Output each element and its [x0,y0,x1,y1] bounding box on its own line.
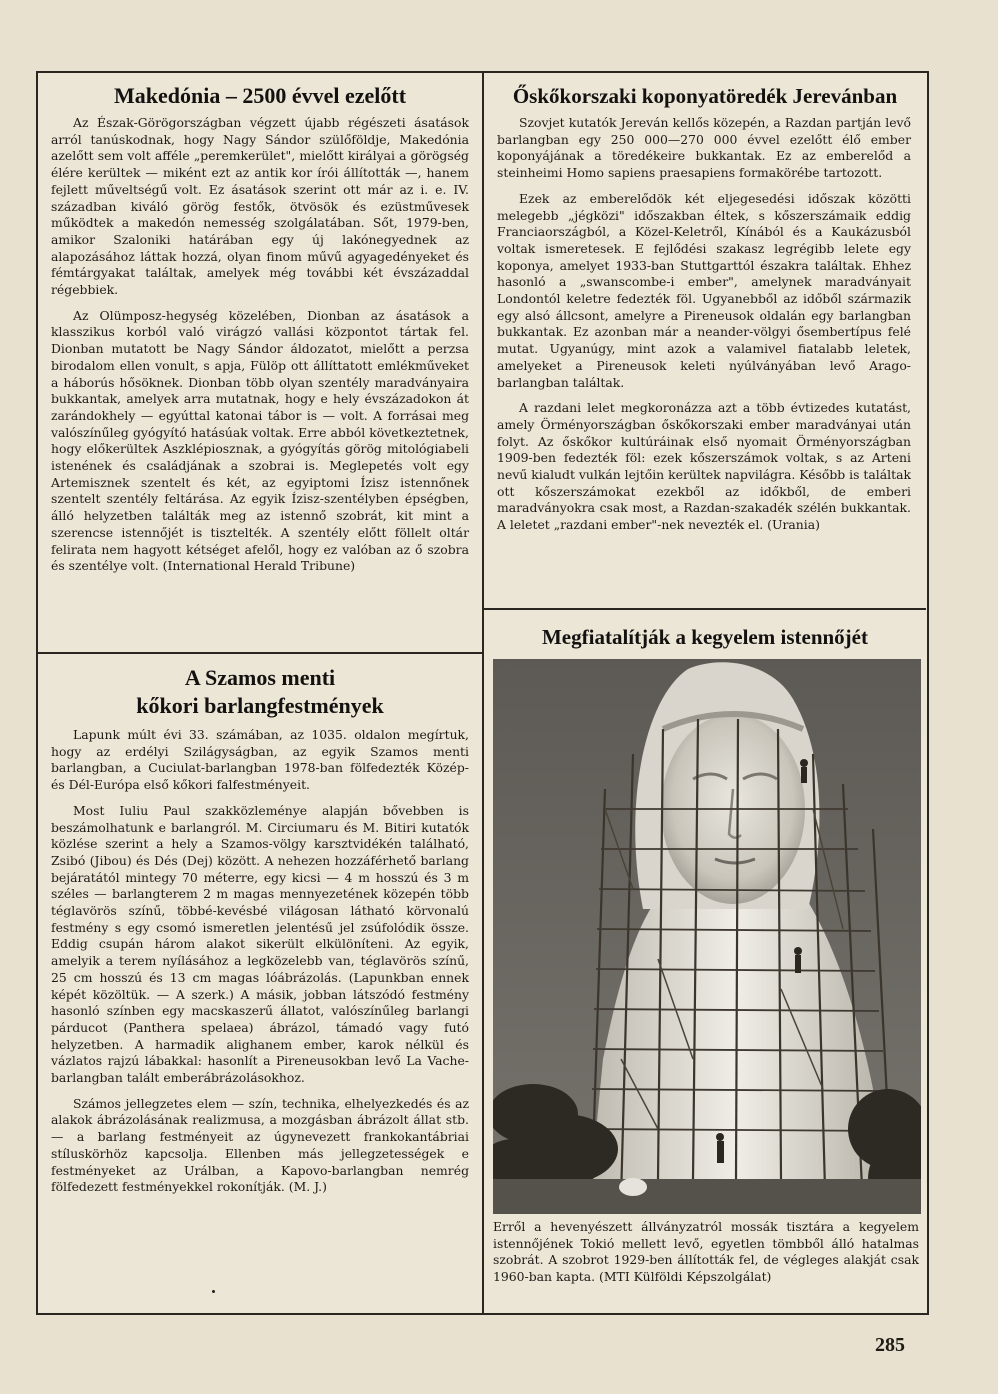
kegyelem-title: Megfiatalítják a kegyelem istennőjét [541,625,868,649]
decorative-dot [212,1290,215,1293]
jerevan-paragraph-2: Ezek az emberelődök két eljegesedési időszak közötti melegebb „jégközi" időszakban éltek, s kőszerszámaik eddig Franciaországból, a Közel-Keletről, Kínából és a Kaukázusból voltak ismeretesek. E fejlődési szakasz legrégibb lelete egy koponya, amelyet 1933-ban Stuttgarttól északra találtak. Ehhez hasonló a „swanscombe-i ember", amelynek maradványait Londontól keletre fedezték föl. Ugyanebből az időből származik egy alsó állcsont, amelyre a Pireneusok oldalán egy barlangban bukkantak. Ez azonban már a neander-völgyi ősembertípus felé mutat. Ugyanúgy, mint azok a valamivel fiatalabb leletek, amelyeket a Pireneusok keleti nyúlványában levő Arago-barlangban találtak. [497,190,911,390]
macedonia-title: Makedónia – 2500 évvel ezelőtt [113,83,407,108]
szamos-title-line-2: kőkori barlangfestmények [136,693,384,718]
jerevan-body [497,115,911,534]
statue-photo-drawing [493,659,921,1214]
column-divider [482,71,484,1313]
page-number: 285 [875,1334,905,1356]
szamos-body [51,727,469,1196]
macedonia-paragraph-1: Az Észak-Görögországban végzett újabb régészeti ásatások arról tanúskodnak, hogy Nagy Sándor szülőföldje, Makedónia azelőtt sem volt afféle „peremkerület", mielőtt királyai a görögség élére kerültek — miként ezt az antik kor írói állították —, hanem fejlett műveltségű volt. Ez ásatások szerint ott már az i. e. IV. században kiváló görög festők, ötvösök és ezüstművesek működtek a makedón nemesség szolgálatában. Sőt, 1979-ben, amikor Szaloniki határában egy új lakónegyednek az alapozásához láttak hozzá, olyan finom művű agyagedényeket és fémtárgyakat találtak, amelyek még további két évszázaddal régebbiek. [51,115,469,298]
jerevan-paragraph-1: Szovjet kutatók Jereván kellős közepén, a Razdan partján levő barlangban egy 250 000—270 000 évvel ezelőtt élő ember koponyájának a töredékeire bukkantak. Ez az emberelőd a steinheimi Homo sapiens praesapiens formakörébe tartozott. [497,115,911,181]
jerevan-paragraph-3: A razdani lelet megkoronázza azt a több évtizedes kutatást, amely Örményországban őskőkorszaki ember maradványai után folyt. Az őskőkor kultúráinak első nyomait Örményországban 1909-ben fedezték föl: ezek kőszerszámok voltak, s az Arteni nevű kialudt vulkán lejtőin kerültek napvilágra. Később is találtak ott kőszerszámokat ezekből az időkből, de emberi maradványokra csak most, a Razdan-szakadék szélén bukkantak. A leletet „razdani ember"-nek nevezték el. (Urania) [497,400,911,533]
kegyelem-caption: Erről a hevenyészett állványzatról mossák tisztára a kegyelem istennőjének Tokió mellett levő, egyetlen tömbből álló hatalmas szobrát. A szobrot 1929-ben állították fel, de végleges alakját csak 1960-ban kapta. (MTI Külföldi Képszolgálat) [493,1219,919,1285]
macedonia-paragraph-2: Az Olümposz-hegység közelében, Dionban az ásatások a klasszikus korból való virágzó vallási központot tártak fel. Dionban mutatott be Nagy Sándor áldozatot, mielőtt a perzsa birodalom ellen vonult, s apja, Fülöp ott állíttatott emlékműveket a háborús hősöknek. Dionban több olyan szentély maradványaira bukkantak, amelyek arra mutatnak, hogy e hely évszázadokon át zarándokhely — egyúttal katonai tábor is — volt. A forrásai meg valószínűleg gyógyító hatásúak voltak. Erre abból következtetnek, hogy előkerültek Aszklépiosznak, a gyógyítás görög mitológiabeli istenének és családjának a szobrai is. Meglepetés volt egy Artemisznek szentelt és két, az egyiptomi Ízisz istennőnek szentelt szentély feltárása. Az egyik Ízisz-szentélyben épségben, álló helyzetben találták meg az istennő szobrát, kit mint a szerencse istennőjét is tisztelték. A szentély előtt föllelt oltár felirata nem hagyott kétséget afelől, hogy ez valóban az ő szobra és szentélye volt. (International Herald Tribune) [51,307,469,574]
left-section-divider [36,652,483,654]
szamos-paragraph-2: Most Iuliu Paul szakközleménye alapján bővebben is beszámolhatunk e barlangról. M. Circiumaru és M. Bitiri kutatók közlése szerint a hely a Szamos-völgy karsztvidékén található, Zsibó (Jibou) és Dés (Dej) között. A nehezen hozzáférhető barlang bejáratától mintegy 70 méterre, egy kicsi — 4 m hosszú és 3 m széles — barlangterem 2 m magas mennyezetének közepén több téglavörös színű, többé-kevésbé világosan látható körvonalú festmény s egy csomó ismeretlen jelentésű jel zsúfolódik össze. Eddig csupán három alakot sikerült elkülöníteni. Az egyik, amelyik a terem nyílásához a legközelebb van, téglavörös színű, 25 cm hosszú és 13 cm magas lóábrázolás. (Lapunkban ennek képét közöltük. — A szerk.) A másik, jobban látszódó festmény hasonló színben egy macskaszerű állatot, valószínűleg barlangi párducot (Panthera spelaea) ábrázol, támadó vagy futó helyzetben. A harmadik alighanem ember, karok nélkül és vázlatos rajzú lábakkal: hasonlít a Pireneusokban levő La Vache-barlangban talált emberábrázolásokhoz. [51,802,469,1086]
szamos-paragraph-1: Lapunk múlt évi 33. számában, az 1035. oldalon megírtuk, hogy az erdélyi Szilágyságban, az egyik Szamos menti barlangban, a Cuciulat-barlangban 1978-ban fölfedezték Közép- és Dél-Európa első kőkori falfestményeit. [51,727,469,793]
statue-scaffolding-photo [493,659,921,1214]
szamos-title-line-1: A Szamos menti [184,665,336,690]
jerevan-title: Őskőkorszaki koponyatöredék Jerevánban [512,84,898,108]
szamos-paragraph-3: Számos jellegzetes elem — szín, technika, elhelyezkedés és az alakok ábrázolásának realizmusa, a mozgásban ábrázolt állat stb. — a barlang festményeit az úgynevezett frankokantábriai stíluskörhöz kapcsolja. Ellenben más jellegzetességek e festményeket az Urálban, a Kapovo-barlangban nemrég fölfedezett festményekkel rokonítják. (M. J.) [51,1095,469,1195]
szamos-title [46,664,474,720]
right-section-divider [483,608,926,610]
macedonia-body [51,115,469,575]
